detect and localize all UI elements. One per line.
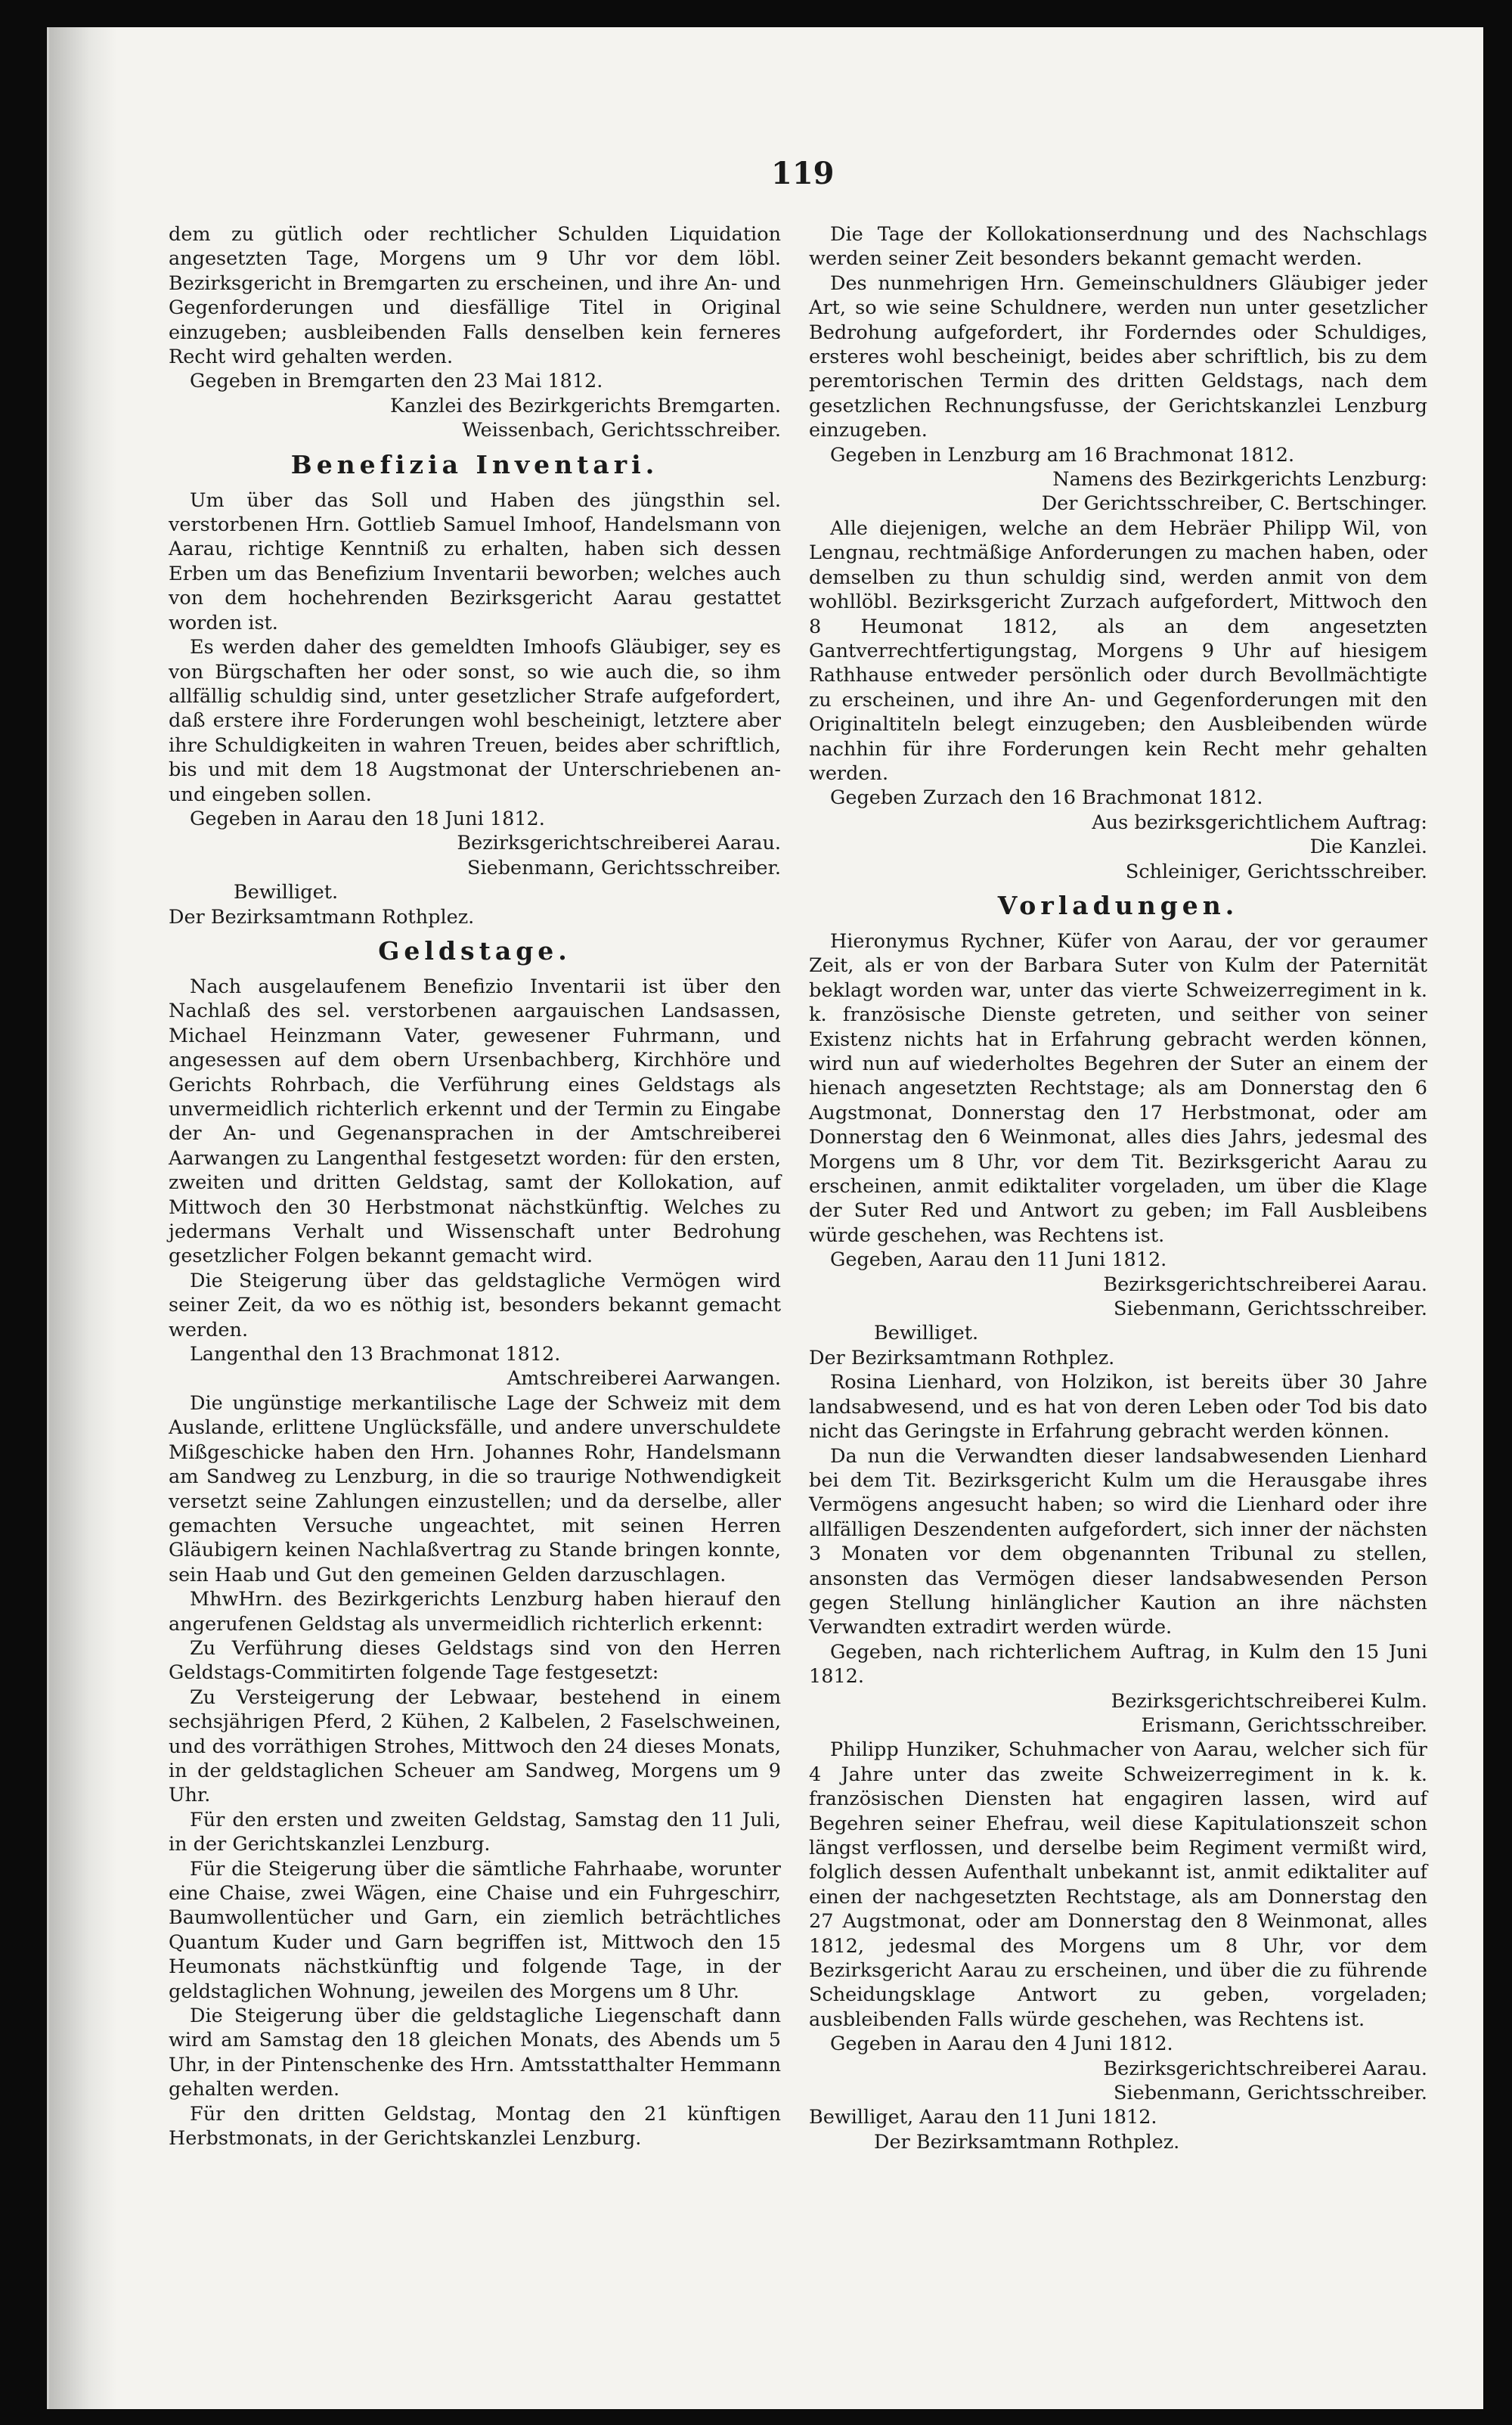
paragraph: Um über das Soll und Haben des jüngsthin sel. verstorbenen Hrn. Gottlieb Samuel Imhoof, Handelsmann von Aarau, richtige Kenntniß zu erhalten, haben sich dessen Erben um das Benefizium Inventarii beworben; welches auch von dem hochehrenden Bezirksgericht Aarau gestattet worden ist. [169,488,781,634]
signature-line: Bezirksgerichtschreiberei Kulm. [1111,1689,1427,1713]
section-heading: Benefizia Inventari. [290,449,659,479]
signature-line: Amtschreiberei Aarwangen. [507,1367,781,1391]
paragraph: Gegeben in Lenzburg am 16 Brachmonat 1812. [830,443,1295,467]
page-number: 119 [771,156,835,191]
signature-line: Bezirksgerichtschreiberei Aarau. [1103,1273,1427,1296]
signature-line: Der Gerichtsschreiber, C. Bertschinger. [1041,492,1427,516]
paragraph: Für den ersten und zweiten Geldstag, Samstag den 11 Juli, in der Gerichtskanzlei Lenzburg. [169,1808,781,1856]
signature-line: Weissenbach, Gerichtsschreiber. [462,419,781,442]
signature-line: Siebenmann, Gerichtsschreiber. [1114,2082,1427,2105]
signature-line: Bezirksgerichtschreiberei Aarau. [1103,2057,1427,2080]
paragraph: Für die Steigerung über die sämtliche Fahrhaabe, worunter eine Chaise, zwei Wägen, eine Chaise und ein Fuhrgeschirr, Baumwollentücher und Garn, ein ziemlich beträchtliches Quantum Kuder und Garn begriffen ist, Mittwoch den 15 Heumonats nächstkünftig und folgende Tage, in der geldstaglichen Wohnung, jeweilen des Morgens um 8 Uhr. [169,1857,781,2003]
paragraph: Bewilliget. [874,1322,979,1345]
paragraph: Die Tage der Kollokationserdnung und des Nachschlags werden seiner Zeit besonders bekannt gemacht werden. [809,223,1427,271]
paragraph: Zu Versteigerung der Lebwaar, bestehend in einem sechsjährigen Pferd, 2 Kühen, 2 Kalbelen, 2 Faselschweinen, und des vorräthigen Strohes, Mittwoch den 24 dieses Monats, in der geldstaglichen Scheuer am Sandweg, Morgens um 9 Uhr. [169,1685,781,1807]
paragraph: Gegeben in Aarau den 4 Juni 1812. [830,2033,1173,2056]
signature-line: Namens des Bezirkgerichts Lenzburg: [1052,468,1427,492]
paragraph: Zu Verführung dieses Geldstags sind von den Herren Geldstags-Commitirten folgende Tage festgesetzt: [169,1636,781,1685]
paragraph: Alle diejenigen, welche an dem Hebräer Philipp Wil, von Lengnau, rechtmäßige Anforderungen zu machen haben, oder demselben zu thun schuldig sind, werden anmit von dem wohllöbl. Bezirksgericht Zurzach aufgefordert, Mittwoch den 8 Heumonat 1812, als an dem angesetzten Gantverrechtfertigungstag, Morgens 9 Uhr auf hiesigem Rathhause entweder persönlich oder durch Bevollmächtigte zu erscheinen, und ihre An- und Gegenforderungen mit den Originaltiteln belegt einzugeben; den Ausbleibenden würde nachhin für ihre Forderungen kein Recht mehr gehalten werden. [809,516,1427,785]
paragraph: Es werden daher des gemeldten Imhoofs Gläubiger, sey es von Bürgschaften her oder sonst, so wie auch die, so ihm allfällig schuldig sind, unter gesetzlicher Strafe aufgefordert, daß erstere ihre Forderungen wohl bescheinigt, letztere aber ihre Schuldigkeiten in wahren Treuen, beides aber schriftlich, bis und mit dem 18 Augstmonat der Unterschriebenen an- und eingeben sollen. [169,636,781,806]
paragraph: Der Bezirksamtmann Rothplez. [874,2130,1180,2154]
signature-line: Siebenmann, Gerichtsschreiber. [467,856,781,879]
paragraph: Für den dritten Geldstag, Montag den 21 künftigen Herbstmonats, in der Gerichtskanzlei Lenzburg. [169,2102,781,2151]
paragraph: Der Bezirksamtmann Rothplez. [169,905,475,929]
paragraph: Gegeben in Bremgarten den 23 Mai 1812. [190,370,603,393]
paragraph: Gegeben in Aarau den 18 Juni 1812. [190,807,545,830]
paragraph: dem zu gütlich oder rechtlicher Schulden Liquidation angesetzten Tage, Morgens um 9 Uhr vor dem löbl. Bezirksgericht in Bremgarten zu erscheinen, und ihre An- und Gegenforderungen und diesfällige Titel in Original einzugeben; ausbleibenden Falls denselben kein ferneres Recht wird gehalten werden. [169,223,781,369]
book-spine-shadow [49,27,117,2409]
paragraph: Rosina Lienhard, von Holzikon, ist bereits über 30 Jahre landsabwesend, und es hat von deren Leben oder Tod bis dato nicht das Geringste in Erfahrung gebracht werden können. [809,1371,1427,1444]
paragraph: Philipp Hunziker, Schuhmacher von Aarau, welcher sich für 4 Jahre unter das zweite Schweizerregiment in k. k. französischen Diensten hat engagiren lassen, wird auf Begehren seiner Ehefrau, weil diese Kapitulationszeit schon längst verflossen, und derselbe beim Regiment vermißt wird, folglich dessen Aufenthalt unbekannt ist, anmit ediktaliter auf einen der nachgesetzten Rechtstage, als am Donnerstag den 27 Augstmonat, oder am Donnerstag den 8 Weinmonat, alles 1812, jedesmal des Morgens um 8 Uhr, vor dem Bezirksgericht Aarau zu erscheinen, und über die zu führende Scheidungsklage Antwort zu geben, vorgeladen; ausbleibenden Falls würde geschehen, was Rechtens ist. [809,1738,1427,2031]
paragraph: Nach ausgelaufenem Benefizio Inventarii ist über den Nachlaß des sel. verstorbenen aargauischen Landsassen, Michael Heinzmann Vater, gewesener Fuhrmann, und angesessen auf dem obern Ursenbachberg, Kirchhöre und Gerichts Rohrbach, die Verführung eines Geldstags als unvermeidlich richterlich erkennt und der Termin zu Eingabe der An- und Gegenansprachen in der Amtschreiberei Aarwangen zu Langenthal festgesetzt worden: für den ersten, zweiten und dritten Geldstag, samt der Kollokation, auf Mittwoch den 30 Herbstmonat nächstkünftig. Welches zu jedermans Verhalt und Wissenschaft unter Bedrohung gesetzlicher Folgen bekannt gemacht wird. [169,975,781,1268]
paragraph: Die Steigerung über die geldstagliche Liegenschaft dann wird am Samstag den 18 gleichen Monats, des Abends um 5 Uhr, in der Pintenschenke des Hrn. Amtsstatthalter Hemmann gehalten werden. [169,2005,781,2101]
paragraph: Bewilliget. [234,881,339,904]
signature-line: Erismann, Gerichtsschreiber. [1141,1713,1427,1737]
left-column [169,222,781,2151]
signature-line: Die Kanzlei. [1309,836,1427,859]
paragraph: Da nun die Verwandten dieser landsabwesenden Lienhard bei dem Tit. Bezirksgericht Kulm um die Herausgabe ihres Vermögens angesucht haben; so wird die Lienhard oder ihre allfälligen Deszendenten aufgefordert, sich inner der nächsten 3 Monaten vor dem obgenannten Tribunal zu stellen, ansonsten das Vermögen dieser landsabwesenden Person gegen Stellung hinlänglicher Kaution an ihre nächsten Verwandten extradirt werden würde. [809,1444,1427,1639]
paragraph: Bewilliget, Aarau den 11 Juni 1812. [809,2106,1157,2129]
paragraph: Gegeben, Aarau den 11 Juni 1812. [830,1248,1167,1272]
paragraph: Gegeben Zurzach den 16 Brachmonat 1812. [830,786,1263,810]
newspaper-page [47,27,1483,2409]
section-heading: Vorladungen. [997,890,1239,920]
paragraph: Gegeben, nach richterlichem Auftrag, in Kulm den 15 Juni 1812. [809,1640,1427,1689]
paragraph: MhwHrn. des Bezirkgerichts Lenzburg haben hierauf den angerufenen Geldstag als unvermeidlich richterlich erkennt: [169,1588,781,1636]
right-column [809,222,1427,2154]
paragraph: Langenthal den 13 Brachmonat 1812. [190,1343,561,1366]
signature-line: Kanzlei des Bezirkgerichts Bremgarten. [390,394,781,417]
paragraph: Hieronymus Rychner, Küfer von Aarau, der vor geraumer Zeit, als er von der Barbara Suter von Kulm der Paternität beklagt worden war, unter das vierte Schweizerregiment in k. k. französische Dienste getreten, und seither von seiner Existenz nichts hat in Erfahrung gebracht werden können, wird nun auf wiederholtes Begehren der Suter an einem der hienach angesetzten Rechtstage; als am Donnerstag den 6 Augstmonat, Donnerstag den 17 Herbstmonat, oder am Donnerstag den 6 Weinmonat, alles dies Jahrs, jedesmal des Morgens um 8 Uhr, vor dem Tit. Bezirksgericht Aarau zu erscheinen, anmit ediktaliter vorgeladen, um über die Klage der Suter Red und Antwort zu geben; im Fall Ausbleibens würde geschehen, was Rechtens ist. [809,929,1427,1247]
paragraph: Des nunmehrigen Hrn. Gemeinschuldners Gläubiger jeder Art, so wie seine Schuldnere, werden nun unter gesetzlicher Bedrohung aufgefordert, ihr Forderndes oder Schuldiges, ersteres wohl bescheinigt, beides aber schriftlich, bis zu dem peremtorischen Termin des dritten Geldstags, nach dem gesetzlichen Rechnungsfusse, der Gerichtskanzlei Lenzburg einzugeben. [809,271,1427,442]
paragraph: Der Bezirksamtmann Rothplez. [809,1346,1115,1369]
signature-line: Aus bezirksgerichtlichem Auftrag: [1092,811,1427,834]
paragraph: Die ungünstige merkantilische Lage der Schweiz mit dem Auslande, erlittene Unglücksfälle, und andere unverschuldete Mißgeschicke haben den Hrn. Johannes Rohr, Handelsmann am Sandweg zu Lenzburg, in die so traurige Nothwendigkeit versetzt seine Zahlungen einzustellen; und da derselbe, aller gemachten Versuche ungeachtet, mit seinen Herren Gläubigern keinen Nachlaßvertrag zu Stande bringen konnte, sein Haab und Gut den gemeinen Gelden darzuschlagen. [169,1391,781,1586]
section-heading: Geldstage. [378,935,572,966]
signature-line: Schleiniger, Gerichtsschreiber. [1125,860,1427,883]
signature-line: Bezirksgerichtschreiberei Aarau. [457,832,781,855]
paragraph: Die Steigerung über das geldstagliche Vermögen wird seiner Zeit, da wo es nöthig ist, besonders bekannt gemacht werden. [169,1269,781,1341]
signature-line: Siebenmann, Gerichtsschreiber. [1114,1298,1427,1321]
